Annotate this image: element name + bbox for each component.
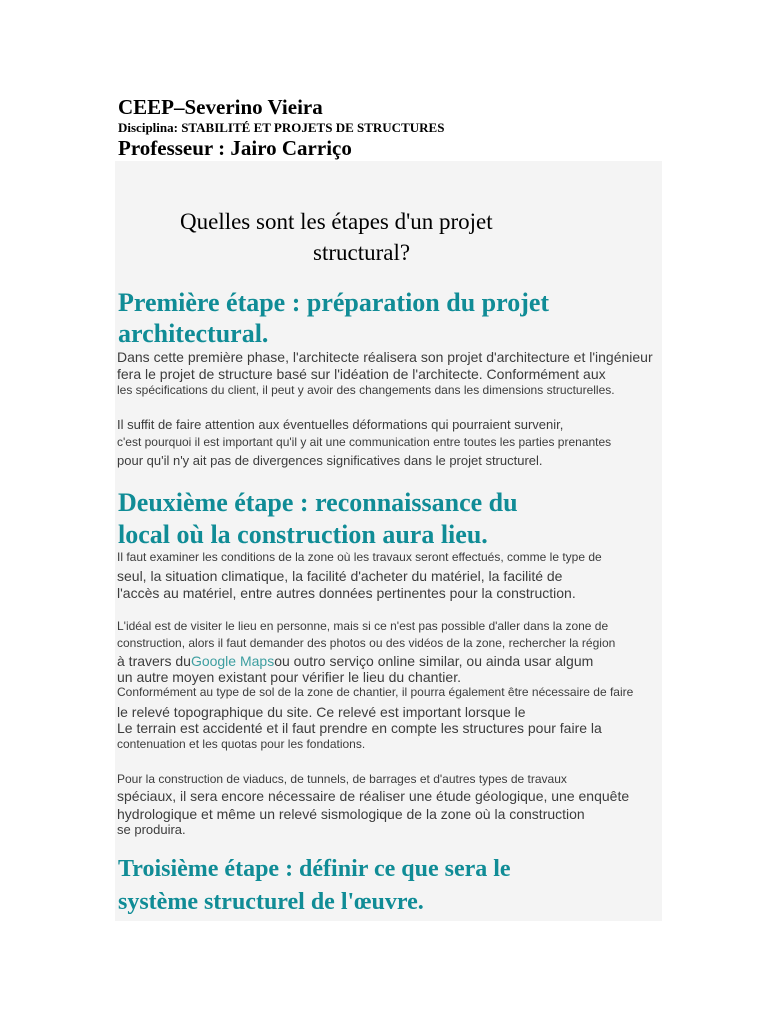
step2-text-line [117,653,593,669]
step2-text-line: seul, la situation climatique, la facilité d'acheter du matériel, la facilité de [117,568,563,584]
step2-text-line: construction, alors il faut demander des photos ou des vidéos de la zone, rechercher la région [117,636,616,650]
step2-text-line: Le terrain est accidenté et il faut prendre en compte les structures pour faire la [117,720,602,736]
step1-text-line: c'est pourquoi il est important qu'il y ait une communication entre toutes les parties prenantes [117,435,612,449]
step1-text-line: les spécifications du client, il peut y avoir des changements dans les dimensions structurelles. [117,383,615,397]
step2-text-line: se produira. [117,822,186,837]
step2-text-line: Pour la construction de viaducs, de tunnels, de barrages et d'autres types de travaux [117,772,567,786]
step2-text-line: Conformément au type de sol de la zone de chantier, il pourra également être nécessaire de faire [117,685,634,699]
question-title-line1: Quelles sont les étapes d'un projet [180,209,493,234]
step1-text-line: pour qu'il n'y ait pas de divergences significatives dans le projet structurel. [117,453,543,468]
step2-heading-line1: Deuxième étape : reconnaissance du [118,488,518,517]
step1-text-line: Dans cette première phase, l'architecte réalisera son projet d'architecture et l'ingénieur [117,349,653,365]
question-title-line2: structural? [313,240,411,265]
step3-heading-line2: système structurel de l'œuvre. [118,889,424,915]
step1-text-line: fera le projet de structure basé sur l'idéation de l'architecte. Conformément aux [117,366,606,382]
step2-heading-line2: local où la construction aura lieu. [118,520,488,549]
school-name: CEEP–Severino Vieira [118,95,323,119]
professor-label: Professeur : Jairo Carriço [118,136,352,160]
step2-link-suffix: ou outro serviço online similar, ou ainda usar algum [274,653,594,669]
step1-heading-line1: Première étape : préparation du projet [118,288,550,317]
step2-text-line: l'accès au matériel, entre autres données pertinentes pour la construction. [117,585,576,601]
discipline-label: Disciplina: STABILITÉ ET PROJETS DE STRUCTURES [118,120,445,135]
step1-heading-line2: architectural. [118,319,269,348]
step2-text-line: le relevé topographique du site. Ce relevé est important lorsque le [117,704,526,720]
step2-text-line: un autre moyen existant pour vérifier le lieu du chantier. [117,669,461,685]
step2-link-prefix: à travers du [117,653,191,669]
google-maps-link[interactable]: Google Maps [190,653,275,669]
step2-text-line: hydrologique et même un relevé sismologique de la zone où la construction [117,806,585,822]
step2-text-line: Il faut examiner les conditions de la zone où les travaux seront effectués, comme le type de [117,550,602,564]
step2-text-line: contenuation et les quotas pour les fondations. [117,737,366,751]
step2-text-line: L'idéal est de visiter le lieu en personne, mais si ce n'est pas possible d'aller dans la zone de [117,619,609,633]
step2-text-line: spéciaux, il sera encore nécessaire de réaliser une étude géologique, une enquête [117,788,630,804]
step3-heading-line1: Troisième étape : définir ce que sera le [118,856,511,882]
step1-text-line: Il suffit de faire attention aux éventuelles déformations qui pourraient survenir, [117,417,564,432]
